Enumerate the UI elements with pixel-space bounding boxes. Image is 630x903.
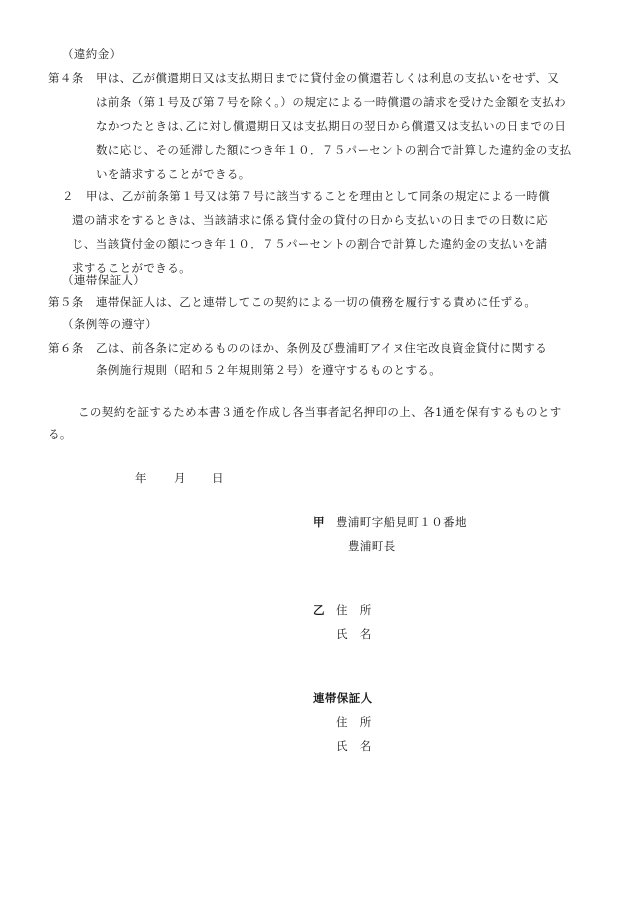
party-b-address-label: 住 所 [336, 603, 372, 617]
closing-line-2: る。 [48, 427, 72, 441]
party-b-label: 乙 [313, 603, 325, 617]
article-4-paragraph-2-line-2: 還の請求をするときは、当該請求に係る貸付金の貸付の日から支払いの日までの日数に応 [72, 213, 548, 227]
party-b-name-label: 氏 名 [336, 627, 372, 641]
article-4-title: 第４条 [48, 71, 84, 85]
article-4-line-5: いを請求することができる。 [96, 167, 251, 181]
heading-ordinance: （条例等の遵守） [62, 317, 158, 331]
article-4-paragraph-2-line-4: 求することができる。 [72, 261, 191, 275]
guarantor-name-label: 氏 名 [336, 739, 372, 753]
date-month: 月 [174, 471, 186, 485]
date-day: 日 [212, 471, 224, 485]
article-5-text: 連帯保証人は、乙と連帯してこの契約による一切の債務を履行する責めに任ずる。 [96, 295, 537, 309]
article-4-paragraph-2-line-3: じ、当該貸付金の額につき年１０．７５パーセントの割合で計算した違約金の支払いを請 [72, 237, 548, 251]
article-6-line-2: 条例施行規則（昭和５２年規則第２号）を遵守するものとする。 [96, 363, 442, 377]
article-4-line-1: 甲は、乙が償還期日又は支払期日までに貸付金の償還若しくは利息の支払いをせず、又 [96, 71, 560, 85]
heading-penalty: （違約金） [62, 47, 122, 61]
article-4-line-3: なかつたときは､乙に対し償還期日又は支払期日の翌日から償還又は支払いの日までの日 [96, 119, 567, 133]
date-year: 年 [135, 471, 147, 485]
party-a-address: 豊浦町字船見町１０番地 [336, 515, 467, 529]
closing-line-1: この契約を証するため本書３通を作成し各当事者記名押印の上、各1通を保有するものとす [78, 405, 562, 419]
party-a-title: 豊浦町長 [348, 539, 396, 553]
article-4-paragraph-2-line-1: 甲は、乙が前条第１号又は第７号に該当することを理由として同条の規定による一時償 [86, 189, 551, 203]
article-5-title: 第５条 [48, 295, 84, 309]
article-4-line-2: は前条（第１号及び第７号を除く。）の規定による一時償還の請求を受けた金額を支払わ [96, 95, 567, 109]
guarantor-address-label: 住 所 [336, 715, 372, 729]
heading-guarantor: （連帯保証人） [62, 273, 146, 287]
guarantor-label: 連帯保証人 [313, 691, 373, 705]
article-6-line-1: 乙は、前各条に定めるもののほか、条例及び豊浦町アイヌ住宅改良資金貸付に関する [96, 341, 548, 355]
article-4-paragraph-2-number: ２ [62, 189, 74, 203]
article-4-line-4: 数に応じ、その延滞した額につき年１０．７５パーセントの割合で計算した違約金の支払 [96, 143, 572, 157]
article-6-title: 第６条 [48, 341, 84, 355]
party-a-label: 甲 [313, 515, 325, 529]
